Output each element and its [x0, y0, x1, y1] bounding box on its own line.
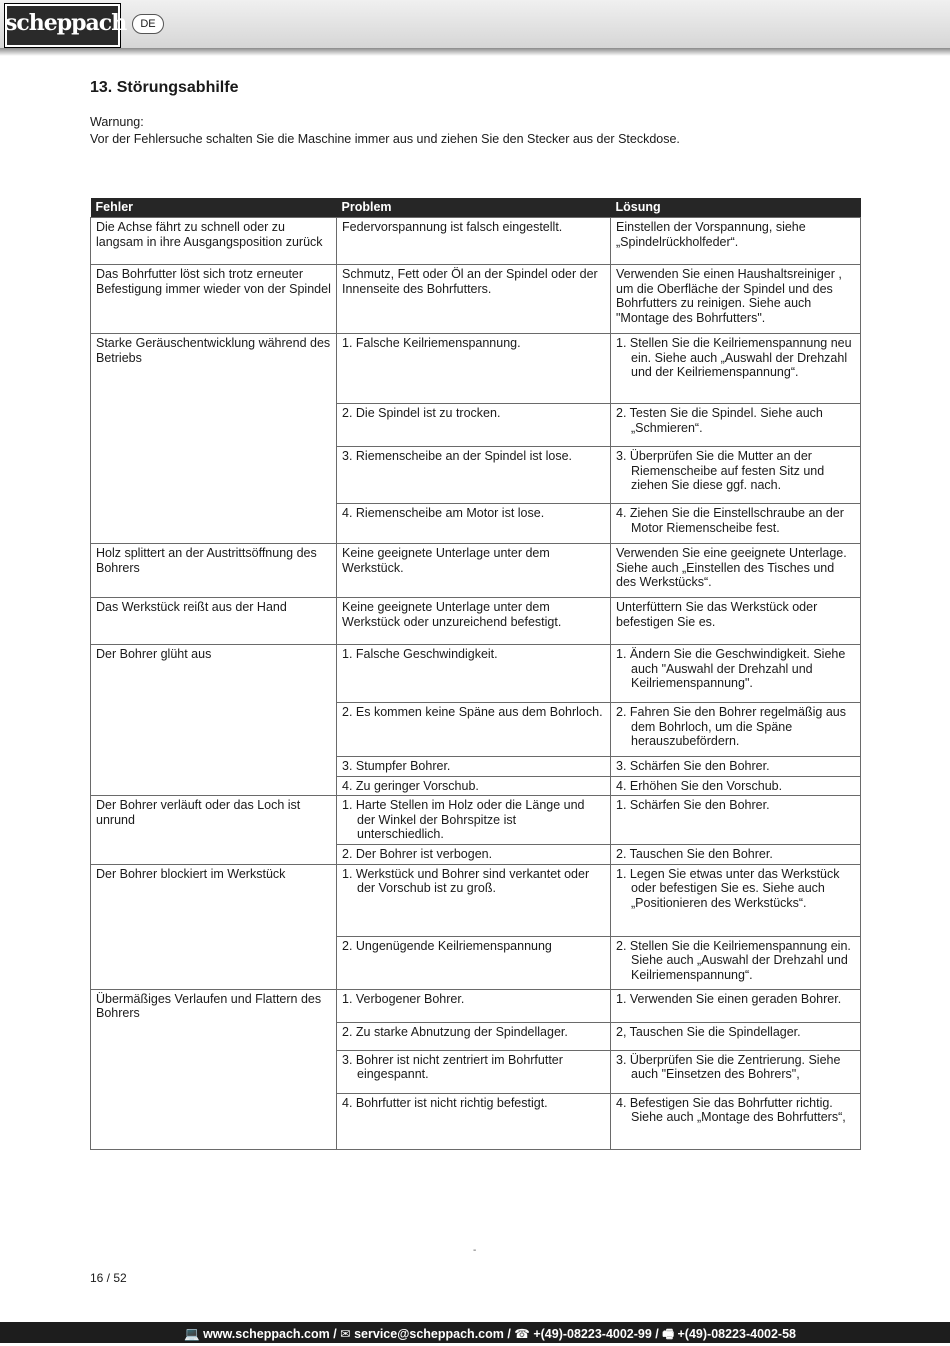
solution-text: 1. Legen Sie etwas unter das Werkstück oder befestigen Sie es. Siehe auch „Positionieren des Werkstücks“. [616, 866, 840, 910]
fault-cell: Die Achse fährt zu schnell oder zu langsam in ihre Ausgangsposition zurück [91, 218, 337, 265]
table-row [91, 645, 861, 703]
problem-text: 4. Bohrfutter ist nicht richtig befestigt. [342, 1095, 548, 1110]
solution-cell [611, 844, 861, 864]
fault-cell: Das Bohrfutter löst sich trotz erneuter Befestigung immer wieder von der Spindel [91, 265, 337, 334]
solution-cell [611, 598, 861, 645]
table-row [91, 598, 861, 645]
problem-cell [337, 1093, 611, 1149]
solution-text: 3. Überprüfen Sie die Zentrierung. Siehe auch "Einsetzen des Bohrers", [616, 1052, 841, 1082]
problem-cell [337, 334, 611, 404]
solution-text: 3. Überprüfen Sie die Mutter an der Riemenscheibe auf festen Sitz und ziehen Sie diese ggf. nach. [616, 449, 825, 493]
warning-label: Warnung: [90, 115, 144, 129]
problem-cell [337, 544, 611, 598]
fault-cell: Der Bohrer verläuft oder das Loch ist unrund [91, 796, 337, 864]
solution-text: 4. Ziehen Sie die Einstellschraube an der Motor Riemenscheibe fest. [616, 506, 844, 535]
problem-cell [337, 265, 611, 334]
problem-cell [337, 1022, 611, 1050]
problem-text: 1. Harte Stellen im Holz oder die Länge und der Winkel der Bohrspitze ist unterschiedlich. [342, 798, 585, 842]
problem-text: 2. Es kommen keine Späne aus dem Bohrloch. [342, 705, 603, 719]
problem-cell [337, 1050, 611, 1093]
problem-cell [337, 796, 611, 845]
problem-text: 2. Zu starke Abnutzung der Spindellager. [342, 1024, 568, 1039]
footer-contact: 💻 www.scheppach.com / ✉ service@scheppach.com / ☎ +(49)-08223-4002-99 / 🖷 +(49)-08223-4002-58 [184, 1327, 796, 1341]
problem-text: Keine geeignete Unterlage unter dem Werkstück. [342, 546, 550, 575]
solution-text: Verwenden Sie einen Haushaltsreiniger , um die Oberfläche der Spindel und des Bohrfutters zu reinigen. Siehe auch "Montage des Bohrfutters". [616, 267, 842, 325]
problem-cell [337, 864, 611, 936]
solution-cell [611, 334, 861, 404]
solution-text: Einstellen der Vorspannung, siehe „Spindelrückholfeder“. [616, 220, 806, 249]
solution-cell [611, 218, 861, 265]
solution-cell [611, 265, 861, 334]
footer-bar [0, 1322, 950, 1343]
problem-text: 4. Riemenscheibe am Motor ist lose. [342, 506, 545, 520]
solution-text: 2, Tauschen Sie die Spindellager. [616, 1024, 801, 1039]
header-shadow [0, 48, 950, 56]
fault-cell: Starke Geräuschentwicklung während des Betriebs [91, 334, 337, 544]
problem-cell [337, 645, 611, 703]
solution-cell [611, 1050, 861, 1093]
solution-cell [611, 703, 861, 757]
problem-cell [337, 447, 611, 504]
solution-cell [611, 936, 861, 989]
page-number: 16 / 52 [90, 1271, 127, 1285]
solution-text: 3. Schärfen Sie den Bohrer. [616, 759, 770, 773]
problem-text: Keine geeignete Unterlage unter dem Werkstück oder unzureichend befestigt. [342, 600, 562, 629]
solution-cell [611, 645, 861, 703]
table-body [91, 218, 861, 1150]
solution-cell [611, 796, 861, 845]
table-row [91, 544, 861, 598]
problem-text: 2. Die Spindel ist zu trocken. [342, 406, 501, 420]
language-badge: DE [132, 14, 164, 34]
problem-cell [337, 703, 611, 757]
problem-text: 3. Riemenscheibe an der Spindel ist lose. [342, 449, 572, 463]
solution-cell [611, 1022, 861, 1050]
solution-text: Verwenden Sie eine geeignete Unterlage. Siehe auch „Einstellen des Tisches und des Werkstücks“. [616, 546, 847, 590]
fault-cell: Das Werkstück reißt aus der Hand [91, 598, 337, 645]
table-row [91, 218, 861, 265]
column-header-fault: Fehler [91, 198, 337, 218]
solution-cell [611, 1093, 861, 1149]
problem-cell [337, 218, 611, 265]
column-header-problem: Problem [337, 198, 611, 218]
problem-text: 1. Falsche Keilriemenspannung. [342, 336, 521, 350]
troubleshooting-table [90, 198, 861, 1150]
solution-text: 2. Tauschen Sie den Bohrer. [616, 846, 773, 861]
solution-cell [611, 544, 861, 598]
problem-cell [337, 404, 611, 447]
solution-text: 1. Verwenden Sie einen geraden Bohrer. [616, 991, 842, 1006]
section-title: 13. Störungsabhilfe [90, 79, 239, 96]
problem-cell [337, 757, 611, 777]
solution-text: 4. Erhöhen Sie den Vorschub. [616, 778, 783, 793]
solution-text: 4. Befestigen Sie das Bohrfutter richtig. Siehe auch „Montage des Bohrfutters“, [616, 1095, 846, 1125]
table-header-row [91, 198, 861, 218]
solution-text: 1. Schärfen Sie den Bohrer. [616, 798, 770, 813]
solution-text: 2. Stellen Sie die Keilriemenspannung ein. Siehe auch „Auswahl der Drehzahl und Keilriemenspannung“. [616, 938, 851, 982]
warning-text: Vor der Fehlersuche schalten Sie die Maschine immer aus und ziehen Sie den Stecker aus der Steckdose. [90, 132, 680, 146]
fault-cell: Holz splittert an der Austrittsöffnung des Bohrers [91, 544, 337, 598]
warning-block [90, 114, 680, 148]
solution-cell [611, 447, 861, 504]
problem-cell [337, 598, 611, 645]
problem-cell [337, 844, 611, 864]
solution-cell [611, 989, 861, 1022]
solution-text: 2. Fahren Sie den Bohrer regelmäßig aus dem Bohrloch, um die Späne herauszubefördern. [616, 705, 846, 749]
problem-cell [337, 936, 611, 989]
problem-text: 3. Bohrer ist nicht zentriert im Bohrfutter eingespannt. [342, 1052, 563, 1082]
column-header-solution: Lösung [611, 198, 861, 218]
page-marker: - [473, 1245, 477, 1256]
table-row [91, 989, 861, 1022]
table-row [91, 265, 861, 334]
problem-cell [337, 776, 611, 796]
problem-text: 1. Verbogener Bohrer. [342, 991, 465, 1006]
problem-text: 2. Ungenügende Keilriemenspannung [342, 938, 552, 953]
problem-text: Schmutz, Fett oder Öl an der Spindel oder der Innenseite des Bohrfutters. [342, 267, 598, 296]
solution-text: 1. Stellen Sie die Keilriemenspannung neu ein. Siehe auch „Auswahl der Drehzahl und der Keilriemenspannung“. [616, 336, 852, 380]
problem-text: Federvorspannung ist falsch eingestellt. [342, 220, 563, 234]
solution-cell [611, 404, 861, 447]
problem-text: 3. Stumpfer Bohrer. [342, 759, 451, 773]
scheppach-logo [4, 3, 127, 48]
table-row [91, 864, 861, 936]
fault-cell: Übermäßiges Verlaufen und Flattern des Bohrers [91, 989, 337, 1149]
table-row [91, 796, 861, 845]
problem-text: 2. Der Bohrer ist verbogen. [342, 846, 493, 861]
solution-cell [611, 864, 861, 936]
problem-cell [337, 504, 611, 544]
table-row [91, 334, 861, 404]
solution-text: 1. Ändern Sie die Geschwindigkeit. Siehe auch "Auswahl der Drehzahl und Keilriemenspannung". [616, 647, 846, 691]
solution-cell [611, 757, 861, 777]
solution-text: Unterfüttern Sie das Werkstück oder befestigen Sie es. [616, 600, 818, 629]
fault-cell: Der Bohrer glüht aus [91, 645, 337, 796]
solution-text: 2. Testen Sie die Spindel. Siehe auch „Schmieren“. [616, 406, 823, 435]
logo-text: scheppach [5, 10, 127, 36]
solution-cell [611, 504, 861, 544]
problem-cell [337, 989, 611, 1022]
problem-text: 1. Werkstück und Bohrer sind verkantet oder der Vorschub ist zu groß. [342, 866, 590, 896]
solution-cell [611, 776, 861, 796]
problem-text: 4. Zu geringer Vorschub. [342, 778, 479, 793]
fault-cell: Der Bohrer blockiert im Werkstück [91, 864, 337, 989]
problem-text: 1. Falsche Geschwindigkeit. [342, 647, 498, 661]
